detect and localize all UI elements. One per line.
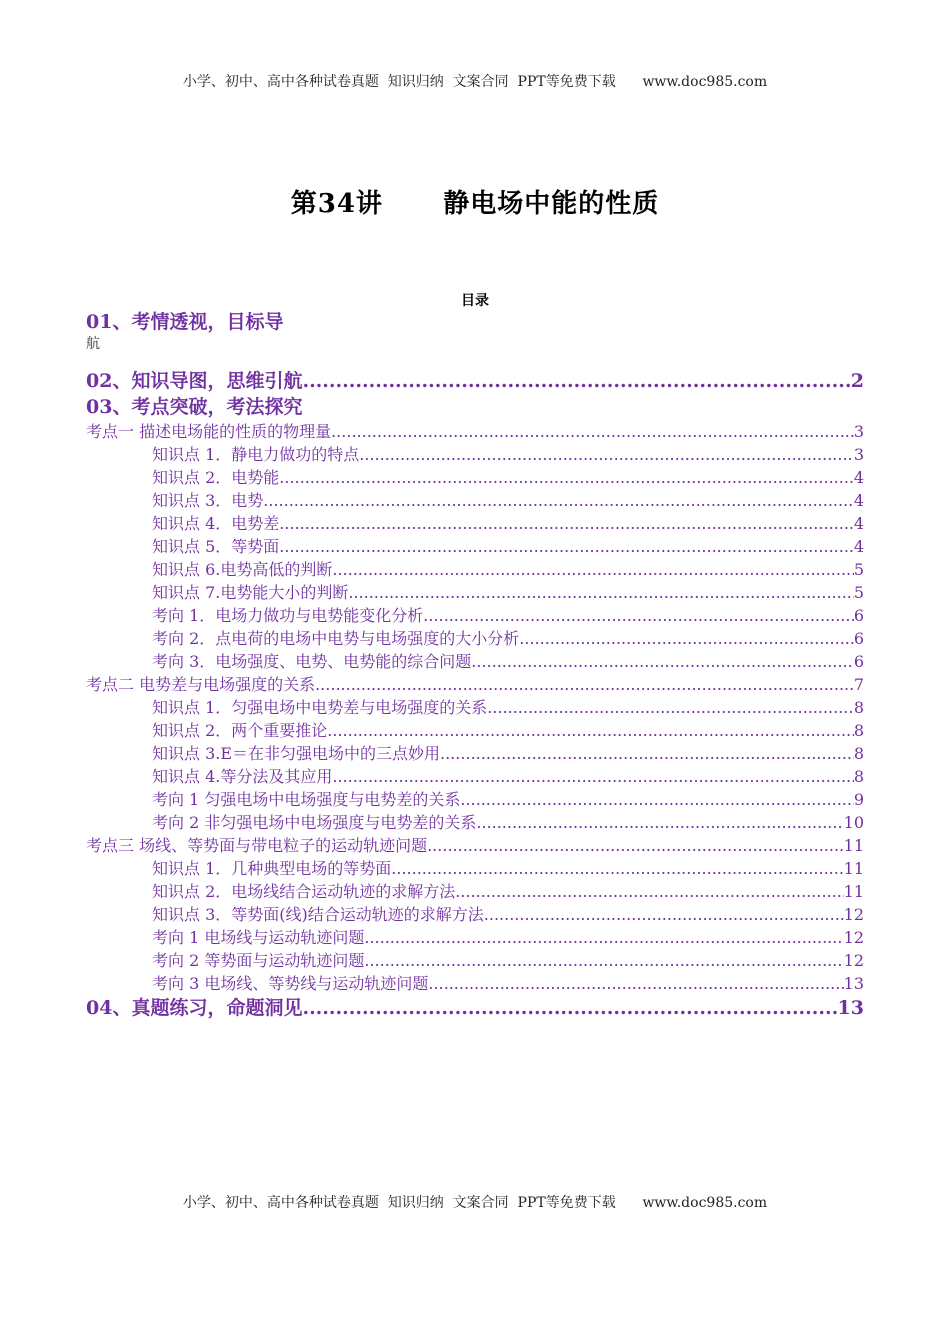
toc-item[interactable]: [86, 949, 864, 972]
toc-item[interactable]: [86, 627, 864, 650]
toc-leader-dots: [423, 604, 854, 627]
toc-item[interactable]: [86, 811, 864, 834]
toc-leader-dots: [279, 512, 854, 535]
table-of-contents: [86, 310, 864, 1021]
toc-entry-title: 知识点 4.等分法及其应用: [152, 767, 333, 786]
toc-entry-title: 04、真题练习，命题洞见: [86, 997, 303, 1019]
toc-page-number: 12: [843, 951, 864, 970]
toc-entry-title: 知识点 5．等势面: [152, 537, 280, 556]
toc-item[interactable]: [86, 719, 864, 742]
toc-entry-title: 知识点 2．电势能: [152, 468, 280, 487]
toc-entry-title: 考向 2 非匀强电场中电场强度与电势差的关系: [152, 813, 477, 832]
toc-item[interactable]: [86, 489, 864, 512]
toc-leader-dots: [471, 650, 854, 673]
toc-item[interactable]: [86, 765, 864, 788]
toc-page-number: 6: [853, 652, 864, 671]
toc-entry-title: 考向 1 匀强电场中电场强度与电势差的关系: [152, 790, 461, 809]
toc-entry-title: 03、考点突破，考法探究: [86, 396, 303, 418]
toc-page-number: 8: [853, 767, 864, 786]
page-header: 小学、初中、高中各种试卷真题 知识归纳 文案合同 PPT等免费下载 www.doc985.com: [182, 74, 768, 90]
toc-section-03[interactable]: [86, 394, 864, 420]
toc-leader-dots: [332, 558, 853, 581]
toc-leader-dots: [519, 627, 854, 650]
toc-page-number: 3: [853, 422, 864, 441]
toc-page-number: 6: [853, 606, 864, 625]
toc-leader-dots: [332, 765, 853, 788]
toc-page-number: 4: [853, 468, 864, 487]
toc-page-number: 10: [843, 813, 864, 832]
toc-leader-dots: [315, 673, 854, 696]
toc-leader-dots: [427, 834, 844, 857]
toc-page-number: 11: [843, 836, 864, 855]
toc-page-number: 5: [853, 583, 864, 602]
toc-section-01-wrap: 航: [86, 336, 100, 352]
toc-item[interactable]: [86, 788, 864, 811]
toc-page-number: 11: [843, 859, 864, 878]
toc-leader-dots: [279, 466, 854, 489]
toc-leader-dots: [391, 857, 843, 880]
toc-page-number: 9: [853, 790, 864, 809]
toc-leader-dots: [487, 696, 854, 719]
toc-leader-dots: [476, 811, 843, 834]
toc-entry-title: 考向 3 电场线、等势线与运动轨迹问题: [152, 974, 429, 993]
toc-entry-title: 考向 1．电场力做功与电势能变化分析: [152, 606, 424, 625]
toc-leader-dots: [331, 420, 854, 443]
page-title: 第34讲 静电场中能的性质: [290, 189, 660, 219]
toc-leader-dots: [348, 581, 853, 604]
toc-item[interactable]: [86, 926, 864, 949]
toc-page-number: 7: [853, 675, 864, 694]
toc-item[interactable]: [86, 673, 864, 696]
toc-item[interactable]: [86, 512, 864, 535]
toc-entry-title: 知识点 2．两个重要推论: [152, 721, 328, 740]
toc-page-number: 8: [853, 698, 864, 717]
toc-entry-title: 考点三 场线、等势面与带电粒子的运动轨迹问题: [86, 836, 428, 855]
toc-item[interactable]: [86, 696, 864, 719]
toc-page-number: 8: [853, 721, 864, 740]
toc-entry-title: 考向 2．点电荷的电场中电势与电场强度的大小分析: [152, 629, 520, 648]
toc-item[interactable]: [86, 972, 864, 995]
toc-entry-title: 知识点 7.电势能大小的判断: [152, 583, 349, 602]
toc-page-number: 4: [853, 491, 864, 510]
toc-page-number: 4: [853, 537, 864, 556]
toc-entry-title: 知识点 1．几种典型电场的等势面: [152, 859, 392, 878]
toc-leader-dots: [302, 995, 837, 1021]
toc-entry-title: 考点二 电势差与电场强度的关系: [86, 675, 316, 694]
toc-leader-dots: [455, 880, 843, 903]
toc-entry-title: 知识点 1．静电力做功的特点: [152, 445, 360, 464]
toc-leader-dots: [440, 742, 854, 765]
toc-section-01[interactable]: 01、考情透视，目标导: [86, 311, 284, 333]
toc-item[interactable]: [86, 420, 864, 443]
toc-page-number: 3: [853, 445, 864, 464]
toc-page-number: 4: [853, 514, 864, 533]
toc-item[interactable]: [86, 650, 864, 673]
toc-page-number: 12: [843, 905, 864, 924]
toc-section-04[interactable]: [86, 995, 864, 1021]
toc-page-number: 13: [843, 974, 864, 993]
toc-item[interactable]: [86, 604, 864, 627]
toc-leader-dots: [327, 719, 854, 742]
toc-entry-title: 知识点 3.E＝在非匀强电场中的三点妙用: [152, 744, 441, 763]
toc-page-number: 8: [853, 744, 864, 763]
toc-item[interactable]: [86, 880, 864, 903]
toc-entry-title: 知识点 3．等势面(线)结合运动轨迹的求解方法: [152, 905, 484, 924]
toc-entry-title: 考向 1 电场线与运动轨迹问题: [152, 928, 365, 947]
toc-entry-title: 知识点 3．电势: [152, 491, 264, 510]
toc-page-number: 6: [853, 629, 864, 648]
toc-item[interactable]: [86, 903, 864, 926]
toc-leader-dots: [364, 926, 843, 949]
toc-entry-title: 考点一 描述电场能的性质的物理量: [86, 422, 332, 441]
toc-entry-title: 知识点 4．电势差: [152, 514, 280, 533]
toc-section-02[interactable]: [86, 368, 864, 394]
toc-page-number: 13: [837, 997, 864, 1019]
toc-page-number: 2: [850, 370, 864, 392]
toc-item[interactable]: [86, 443, 864, 466]
toc-leader-dots: [279, 535, 854, 558]
toc-item[interactable]: [86, 834, 864, 857]
toc-page-number: 5: [853, 560, 864, 579]
toc-leader-dots: [364, 949, 843, 972]
toc-page-number: 12: [843, 928, 864, 947]
toc-item[interactable]: [86, 581, 864, 604]
toc-item[interactable]: [86, 857, 864, 880]
toc-entry-title: 02、知识导图，思维引航: [86, 370, 303, 392]
toc-page-number: 11: [843, 882, 864, 901]
toc-item[interactable]: [86, 742, 864, 765]
toc-leader-dots: [302, 368, 850, 394]
toc-item[interactable]: [86, 535, 864, 558]
toc-entry-title: 知识点 6.电势高低的判断: [152, 560, 333, 579]
toc-item[interactable]: [86, 466, 864, 489]
toc-leader-dots: [484, 903, 844, 926]
toc-leader-dots: [359, 443, 854, 466]
toc-entry-title: 知识点 2．电场线结合运动轨迹的求解方法: [152, 882, 456, 901]
toc-entry-title: 知识点 1．匀强电场中电势差与电场强度的关系: [152, 698, 488, 717]
toc-item[interactable]: [86, 558, 864, 581]
toc-entry-title: 考向 2 等势面与运动轨迹问题: [152, 951, 365, 970]
toc-leader-dots: [263, 489, 854, 512]
toc-leader-dots: [428, 972, 843, 995]
toc-heading: 目录: [461, 293, 489, 309]
page-footer: 小学、初中、高中各种试卷真题 知识归纳 文案合同 PPT等免费下载 www.doc985.com: [182, 1195, 768, 1211]
toc-leader-dots: [460, 788, 853, 811]
toc-entry-title: 考向 3．电场强度、电势、电势能的综合问题: [152, 652, 472, 671]
